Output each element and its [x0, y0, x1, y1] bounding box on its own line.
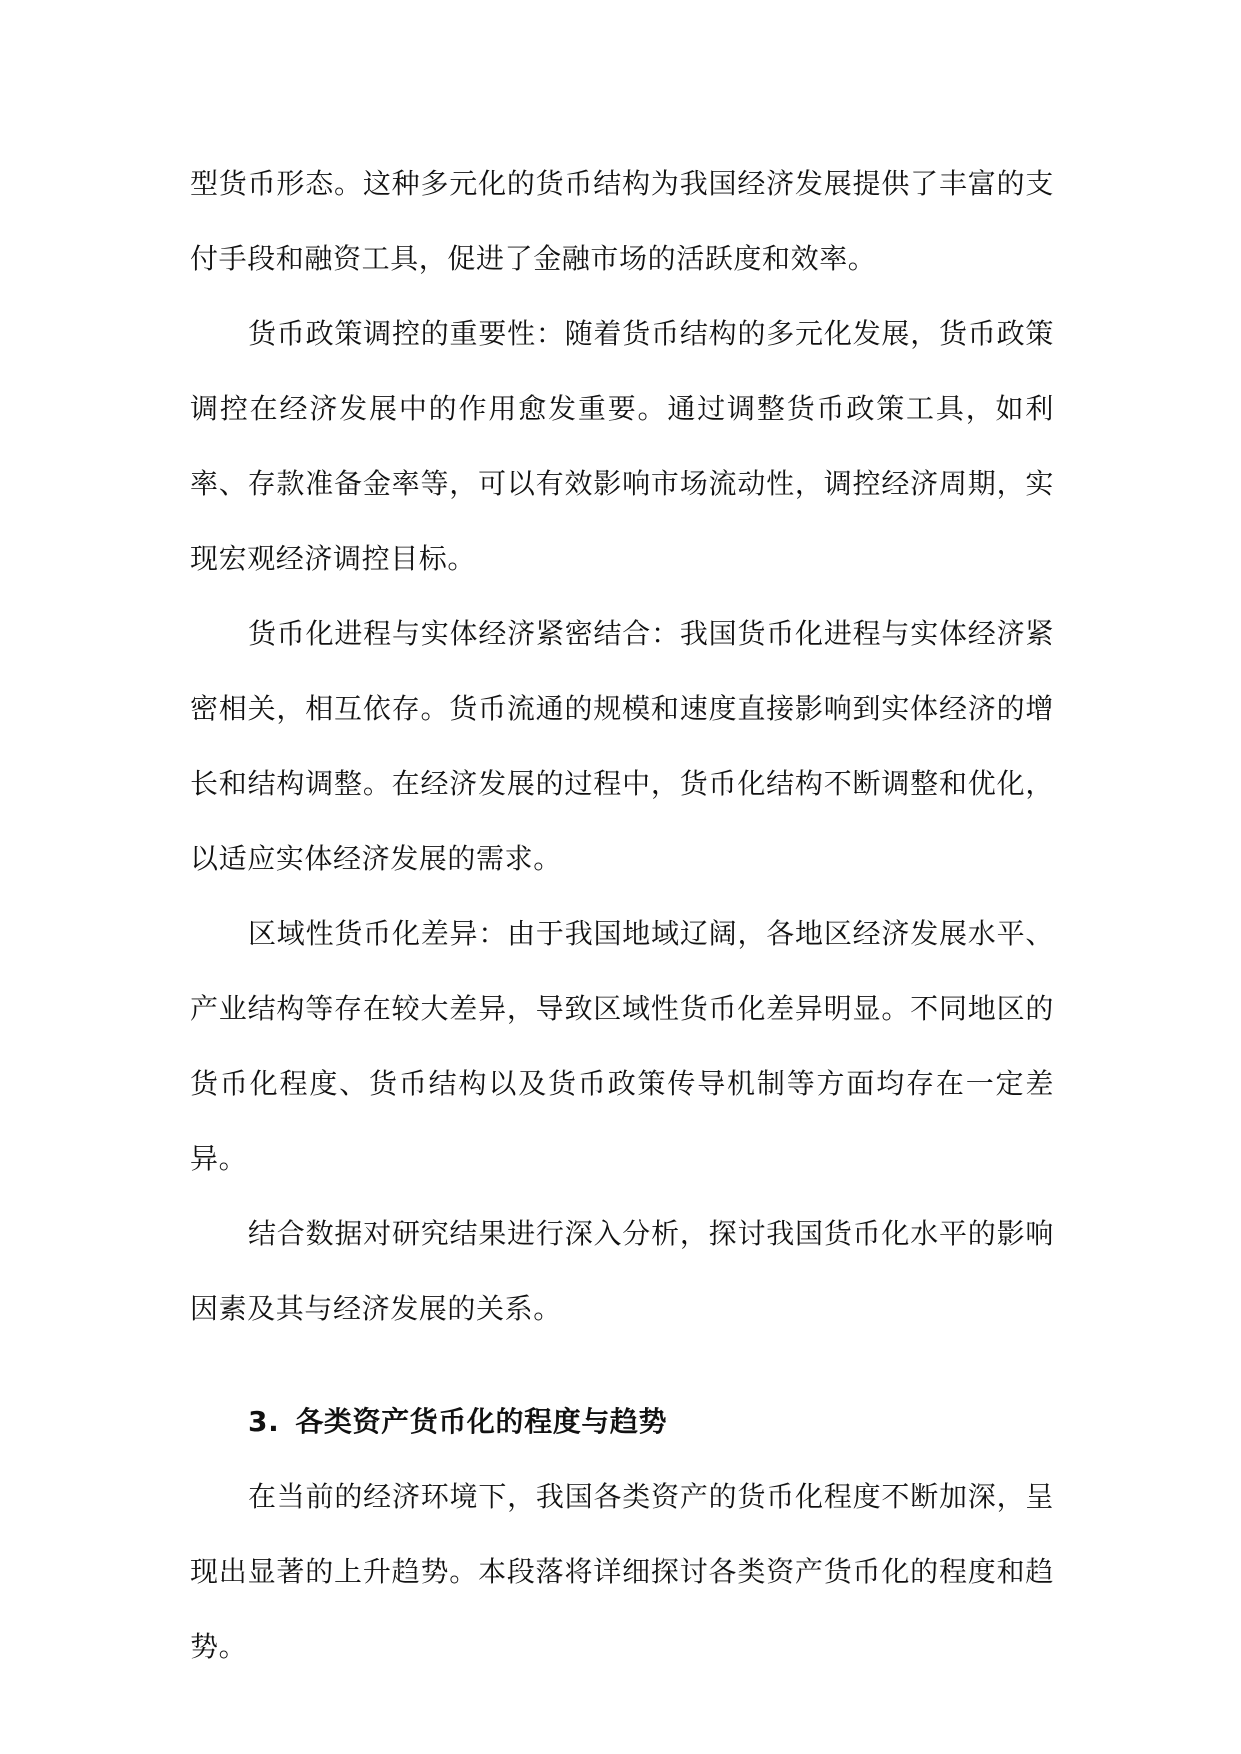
section-number: 3. — [248, 1405, 280, 1438]
paragraph-data-analysis: 结合数据对研究结果进行深入分析，探讨我国货币化水平的影响因素及其与经济发展的关系。 — [190, 1217, 1054, 1325]
document-body — [190, 146, 1054, 1684]
paragraph-continuation: 型货币形态。这种多元化的货币结构为我国经济发展提供了丰富的支付手段和融资工具，促进了金融市场的活跃度和效率。 — [190, 167, 1054, 275]
paragraph-real-economy: 货币化进程与实体经济紧密结合：我国货币化进程与实体经济紧密相关，相互依存。货币流通的规模和速度直接影响到实体经济的增长和结构调整。在经济发展的过程中，货币化结构不断调整和优化，以适应实体经济发展的需求。 — [190, 617, 1054, 875]
paragraph-monetary-policy: 货币政策调控的重要性：随着货币结构的多元化发展，货币政策调控在经济发展中的作用愈发重要。通过调整货币政策工具，如利率、存款准备金率等，可以有效影响市场流动性，调控经济周期，实现宏观经济调控目标。 — [190, 317, 1054, 575]
section-heading — [190, 1384, 1054, 1459]
paragraph-section-intro: 在当前的经济环境下，我国各类资产的货币化程度不断加深，呈现出显著的上升趋势。本段落将详细探讨各类资产货币化的程度和趋势。 — [190, 1480, 1054, 1663]
section-title: 各类资产货币化的程度与趋势 — [295, 1405, 668, 1438]
paragraph-regional-difference: 区域性货币化差异：由于我国地域辽阔，各地区经济发展水平、产业结构等存在较大差异，导致区域性货币化差异明显。不同地区的货币化程度、货币结构以及货币政策传导机制等方面均存在一定差异。 — [190, 917, 1054, 1175]
